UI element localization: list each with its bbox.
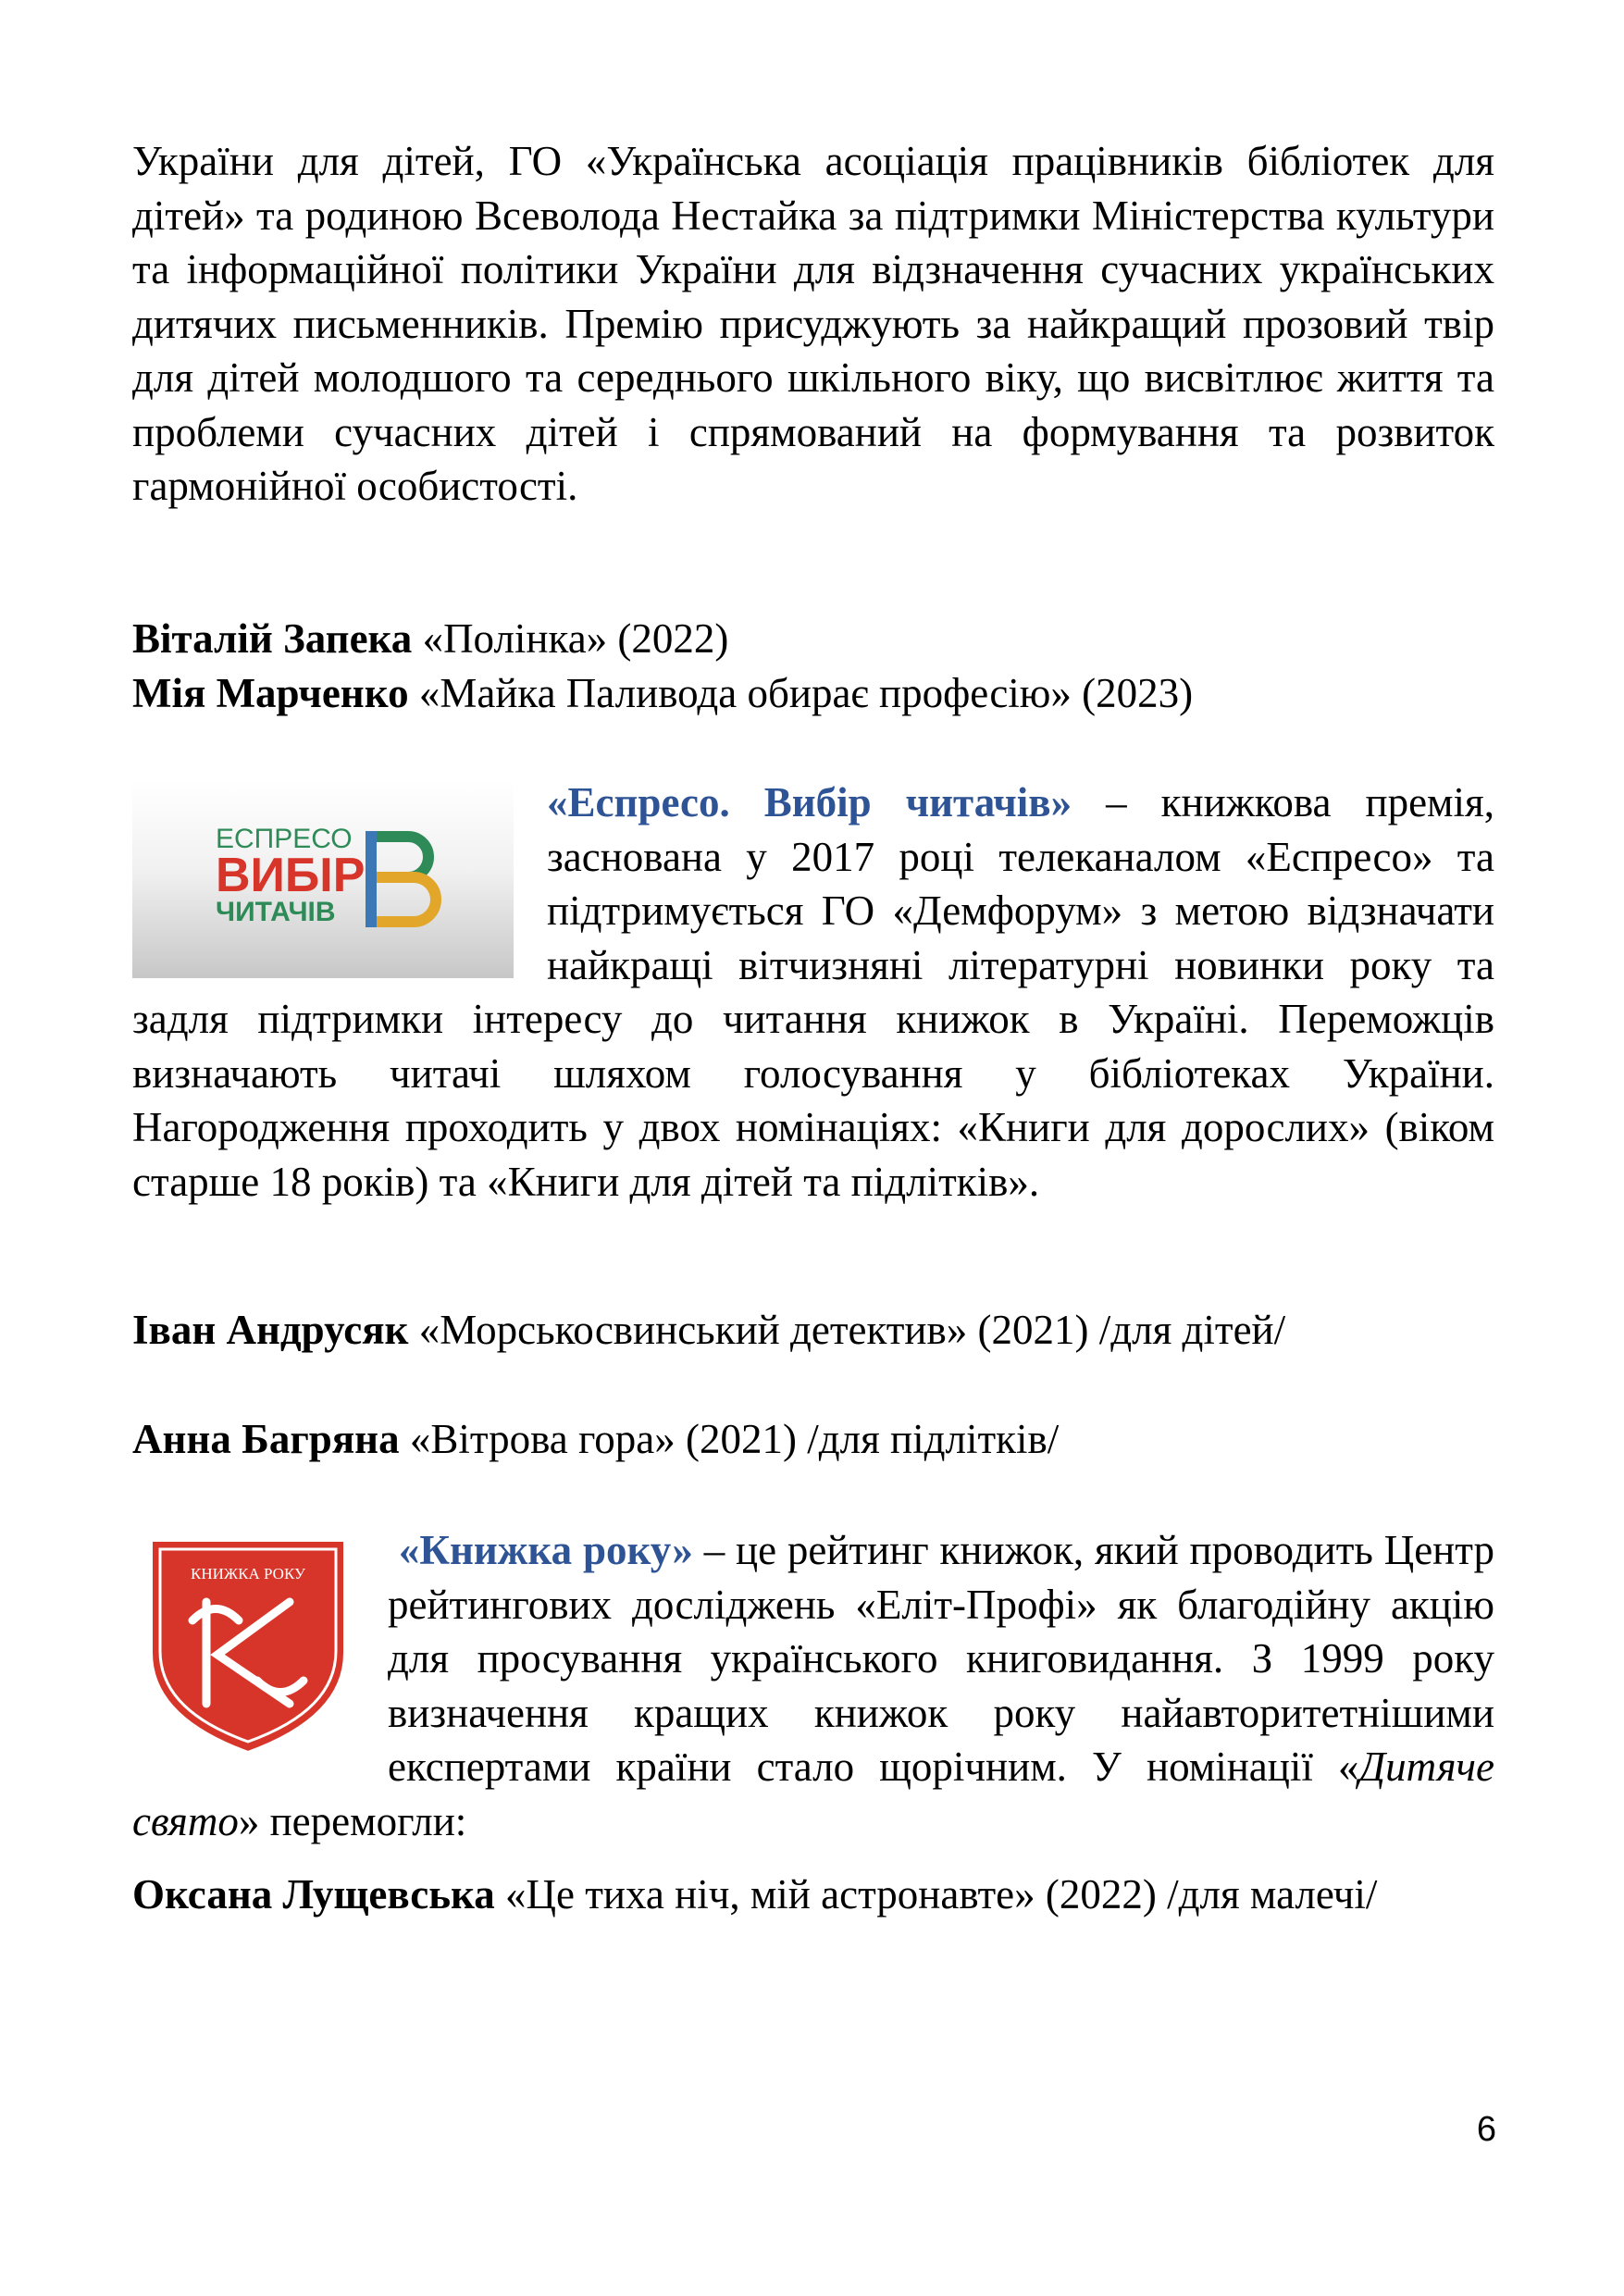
svg-text:ЕСПРЕСО: ЕСПРЕСО	[216, 824, 353, 854]
winners-list-3	[132, 1868, 1494, 1922]
winners-list-2	[132, 1303, 1494, 1358]
winner-entry: Віталій Запека «Полінка» (2022)	[132, 615, 729, 662]
page-number: 6	[1476, 2110, 1496, 2149]
winner-entry: Мія Марченко «Майка Паливода обирає професію» (2023)	[132, 669, 1194, 716]
svg-text:КНИЖКА РОКУ: КНИЖКА РОКУ	[191, 1565, 305, 1582]
knyzhka-logo	[142, 1533, 354, 1759]
winners-list-1	[132, 612, 1494, 720]
svg-text:ВИБІР: ВИБІР	[216, 849, 366, 902]
knyzhka-section: КНИЖКА РОКУ «Книжка року» – це рейтинг книжок, який проводить Центр рейтингових досліджень «Еліт-Профі» як благодійну акцію для просування українського книговидання. З 1999 року визначення кращих книжок року найавторитетнішими експертами країни стало щорічним. У номінації «Дитяче свято» перемогли:	[132, 1527, 1494, 1844]
espreso-logo-graphic	[132, 781, 514, 978]
winners-list-2b	[132, 1412, 1494, 1467]
knyzhka-shield-icon	[142, 1533, 354, 1759]
espreso-logo	[132, 781, 514, 978]
winner-entry: Анна Багряна «Вітрова гора» (2021) /для підлітків/	[132, 1416, 1060, 1462]
winner-entry: Іван Андрусяк «Морськосвинський детектив» (2021) /для дітей/	[132, 1307, 1286, 1353]
espreso-b-mark	[366, 831, 436, 927]
winner-entry: Оксана Лущевська «Це тиха ніч, мій астронавте» (2022) /для малечі/	[132, 1871, 1378, 1917]
intro-paragraph: України для дітей, ГО «Українська асоціація працівників бібліотек для дітей» та родиною Всеволода Нестайка за підтримки Міністерства культури та інформаційної політики України для відзначення сучасних українських дитячих письменників. Премію присуджують за найкращий прозовий твір для дітей молодшого та середнього шкільного віку, що висвітлює життя та проблеми сучасних дітей і спрямований на формування та розвиток гармонійної особистості.	[132, 138, 1494, 509]
espreso-section: ЕСПРЕСО ВИБІР ЧИТАЧІВ «Еспресо. Вибір читачів» – книжкова премія, заснована у 2017 році телеканалом «Еспресо» та підтримується ГО «Демфорум» з метою відзначати найкращі вітчизняні літературні новинки року та задля підтримки інтересу до читання книжок в Україні. Переможців визначають читачі шляхом голосування у бібліотеках України. Нагородження проходить у двох номінаціях: «Книги для дорослих» (віком старше 18 років) та «Книги для дітей та підлітків».	[132, 779, 1494, 1205]
svg-text:ЧИТАЧІВ: ЧИТАЧІВ	[216, 897, 336, 927]
